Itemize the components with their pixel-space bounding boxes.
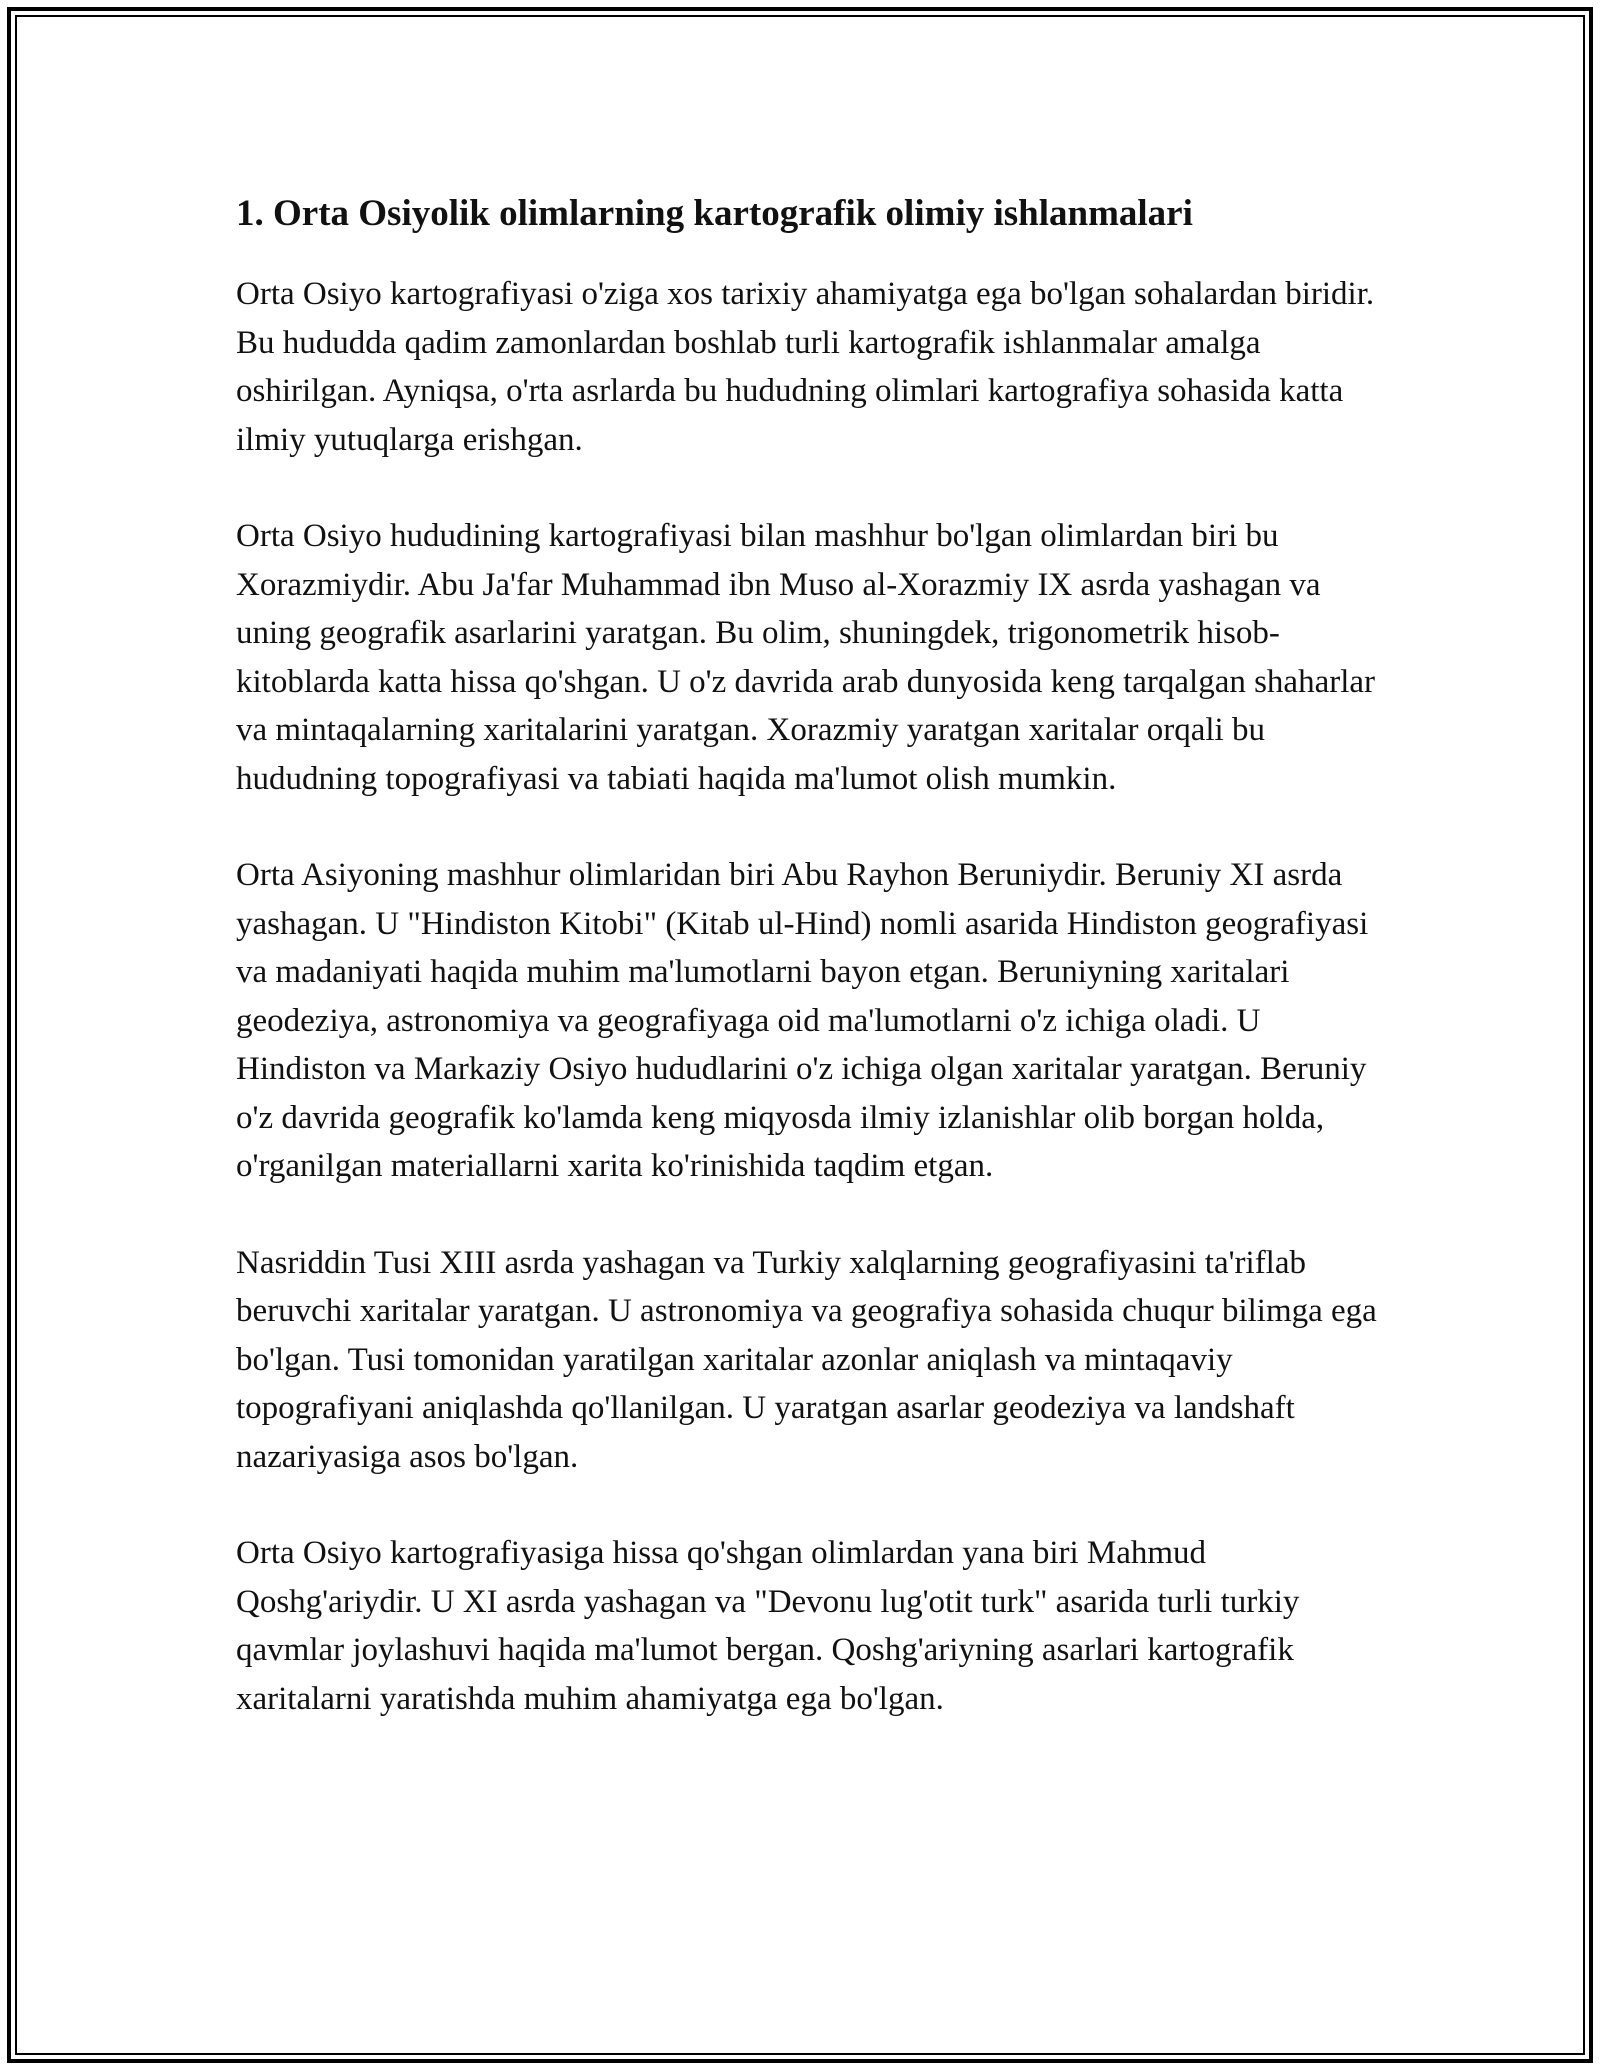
document-body xyxy=(236,184,1386,1771)
paragraph-beruniy: Orta Asiyoning mashhur olimlaridan biri Abu Rayhon Beruniydir. Beruniy XI asrda yashagan. U "Hindiston Kitobi" (Kitab ul-Hind) nomli asarida Hindiston geografiyasi va madaniyati haqida muhim ma'lumotlarni bayon etgan. Beruniyning xaritalari geodeziya, astronomiya va geografiyaga oid ma'lumotlarni o'z ichiga oladi. U Hindiston va Markaziy Osiyo hududlarini o'z ichiga olgan xaritalar yaratgan. Beruniy o'z davrida geografik ko'lamda keng miqyosda ilmiy izlanishlar olib borgan holda, o'rganilgan materiallarni xarita ko'rinishida taqdim etgan. xyxy=(236,857,1369,1184)
paragraph-xorazmiy: Orta Osiyo hududining kartografiyasi bilan mashhur bo'lgan olimlardan biri bu Xorazmiydir. Abu Ja'far Muhammad ibn Muso al-Xorazmiy IX asrda yashagan va uning geografik asarlarini yaratgan. Bu olim, shuningdek, trigonometrik hisob-kitoblarda katta hissa qo'shgan. U o'z davrida arab dunyosida keng tarqalgan shaharlar va mintaqalarning xaritalarini yaratgan. Xorazmiy yaratgan xaritalar orqali bu hududning topografiyasi va tabiati haqida ma'lumot olish mumkin. xyxy=(236,518,1376,797)
paragraph-tusi: Nasriddin Tusi XIII asrda yashagan va Turkiy xalqlarning geografiyasini ta'riflab beruvchi xaritalar yaratgan. U astronomiya va geografiya sohasida chuqur bilimga ega bo'lgan. Tusi tomonidan yaratilgan xaritalar azonlar aniqlash va mintaqaviy topografiyani aniqlashda qo'llanilgan. U yaratgan asarlar geodeziya va landshaft nazariyasiga asos bo'lgan. xyxy=(236,1244,1377,1475)
paragraph-intro: Orta Osiyo kartografiyasi o'ziga xos tarixiy ahamiyatga ega bo'lgan sohalardan biridir. Bu hududda qadim zamonlardan boshlab turli kartografik ishlanmalar amalga oshirilgan. Ayniqsa, o'rta asrlarda bu hududning olimlari kartografiya sohasida katta ilmiy yutuqlarga erishgan. xyxy=(236,276,1375,458)
section-heading: 1. Orta Osiyolik olimlarning kartografik olimiy ishlanmalari xyxy=(236,193,1193,234)
paragraph-qoshgariy: Orta Osiyo kartografiyasiga hissa qo'shgan olimlardan yana biri Mahmud Qoshg'ariydir. U XI asrda yashagan va "Devonu lug'otit turk" asarida turli turkiy qavmlar joylashuvi haqida ma'lumot bergan. Qoshg'ariyning asarlari kartografik xaritalarni yaratishda muhim ahamiyatga ega bo'lgan. xyxy=(236,1535,1300,1717)
